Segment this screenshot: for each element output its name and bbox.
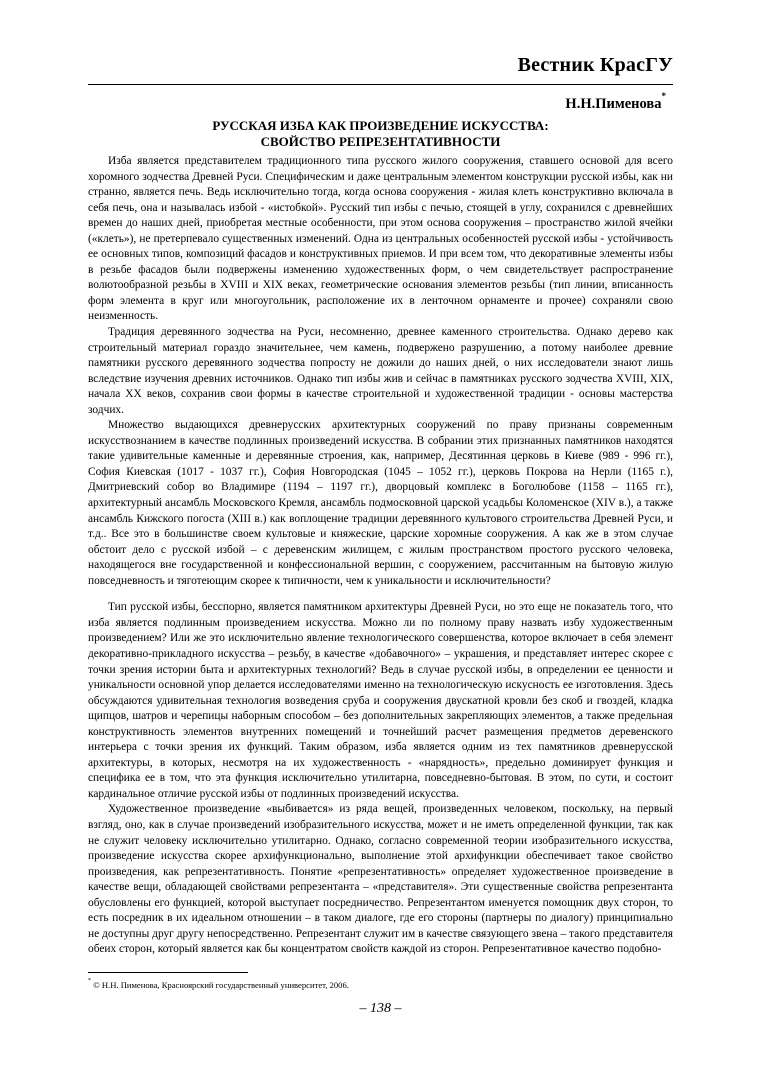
- paragraph-2: Традиция деревянного зодчества на Руси, несомненно, древнее каменного строительства. Однако дерево как строительный материал гораздо значительнее, чем камень, подвержено разрушению, а потому наиболее древние памятники русского деревянного зодчества попросту не дожили до наших дней, о них исследователи знают лишь вследствие изучения древних источников. Однако тип избы жив и сейчас в памятниках русского зодчества XVIII, XIX, начала XX веков, сохранив свои формы в качестве строительной и художественной традиции - основы мастерства зодчих.: [88, 326, 673, 416]
- author-name: Н.Н.Пименова: [565, 95, 662, 112]
- journal-title: Вестник КрасГУ: [517, 54, 673, 76]
- footnote: [88, 978, 673, 991]
- footnote-rule: [88, 972, 248, 973]
- paragraph-3: Множество выдающихся древнерусских архитектурных сооружений по праву признаны современным искусствознанием в качестве подлинных произведений искусства. В собрании этих признанных памятников находятся такие удивительные каменные и деревянные строения, как, например, Десятинная церковь в Киеве (989 - 996 гг.), София Киевская (1017 - 1037 гг.), София Новгородская (1045 – 1052 гг.), церковь Покрова на Нерли (1165 г.), Дмитриевский собор во Владимире (1194 – 1197 гг.), дворцовый комплекс в Боголюбове (1158 – 1165 гг.), архитектурный ансамбль Московского Кремля, ансамбль подмосковной царской усадьбы Коломенское (XIV в.), а также ансамбль Кижского погоста (XIII в.) как воплощение традиции деревянного культового строительства Древней Руси, и т.д.. Все это в большинстве своем культовые и княжеские, царские хоромные сооружения. А как же в этом случае обстоит дело с русской избой – с деревенским жилищем, с жилым пространством простого русского человека, находящегося вне государственной и конфессиональной вершин, с сооружением, рассчитанным на бытовую жилую повседневность и тяготеющим скорее к типичности, чем к уникальности и исключительности?: [88, 419, 673, 587]
- article-title-line-2: СВОЙСТВО РЕПРЕЗЕНТАТИВНОСТИ: [260, 134, 501, 149]
- footnote-text: © Н.Н. Пименова, Красноярский государственный университет, 2006.: [93, 979, 349, 990]
- paragraph-5: Художественное произведение «выбивается» из ряда вещей, произведенных человеком, поскольку, на первый взгляд, оно, как в случае произведений изобразительного искусства, может и не иметь определенной функции, так как не служит человеку исключительно утилитарно. Однако, согласно современной теории изобразительного искусства, произведение искусства скорее архифункционально, выполнение этой архифункции обеспечивает такое свойство произведения, как репрезентативность. Понятие «репрезентативность» определяет художественное произведение в качестве вещи, обладающей свойствами репрезентанта – «представителя». Эти существенные свойства репрезентанта обусловлены его функцией, которой выступает посредничество. Репрезентантом именуется помощник двух сторон, то есть посредник в их идеальном отношении – в таком диалоге, где его стороны (партнеры по диалогу) принципиально не доступны друг другу непосредственно. Репрезентант служит им в качестве связующего звена – такого представителя обеих сторон, который является как бы концентратом свойств каждой из сторон. Репрезентативное качество подобно-: [88, 803, 673, 956]
- paragraph-4: Тип русской избы, бесспорно, является памятником архитектуры Древней Руси, но это еще не показатель того, что изба является подлинным произведением искусства. Можно ли по полному праву назвать избу художественным произведением? Или же это исключительно явление технологического совершенства, которое включает в себя элемент декоративно-прикладного искусства – резьбу, в качестве «добавочного» – украшения, и представляет интерес скорее с точки зрения истории быта и архитектурных технологий? Ведь в случае русской избы, в определении ее ценности и уникальности основной упор делается исследователями именно на технологическую искусность ее изготовления. Здесь обсуждаются удивительная технология возведения сруба и сооружения двускатной кровли без скоб и гвоздей, кладка щипцов, шатров и черепицы наборным способом – без дополнительных закрепляющих элементов, а также предельная конструктивность элементов внутренних помещений и точнейший расчет размещения предметов деревенского интерьера с точки зрения их функций. Таким образом, изба является одним из тех памятников древнерусской архитектуры, в которых, несмотря на их художественность - «нарядность», предельно доминирует функция и специфика ее в том, что эта функция исключительно утилитарна, повседневно-бытовая. В этом, по сути, и состоит кардинальное отличие русской избы от подлинных произведений искусства.: [88, 601, 673, 800]
- footnote-mark: *: [88, 978, 91, 984]
- author-footnote-mark: *: [661, 91, 666, 101]
- paragraph-1: Изба является представителем традиционного типа русского жилого сооружения, ставшего основой для всего хоромного зодчества Древней Руси. Специфическим и даже центральным элементом конструкции русской избы, как ни странно, является печь. Ведь исключительно тогда, когда основа сооружения - жилая клеть конструктивно включала в себя печь, она и называлась избой - «истобкой». Русский тип избы с печью, стоящей в углу, сохранился с древнейших времен до наших дней, приобретая местные особенности, при этом основа сооружения – пространство жилой ячейки («клеть»), не претерпевало существенных изменений. Одна из центральных особенностей русской избы - устойчивость ее основных типов, композиций фасадов и конструктивных приемов. И при всем том, что декоративные элементы избы в резьбе фасадов были подвержены изменению художественных форм, о чем свидетельствует распространение волютообразной резьбы в XVIII и XIX веках, геометрические основания элементов резьбы (тип линии, вписанность форм элемента в круг или многоугольник, расположение их в ленточном орнаменте и прочее) сохраняли свою неизменность.: [88, 155, 673, 323]
- article-title-line-1: РУССКАЯ ИЗБА КАК ПРОИЗВЕДЕНИЕ ИСКУССТВА:: [212, 118, 549, 133]
- article-title: [88, 118, 673, 150]
- author-line: [430, 91, 666, 113]
- article-body: [88, 154, 673, 958]
- header-rule: [88, 84, 673, 85]
- page-number: – 138 –: [359, 1001, 402, 1016]
